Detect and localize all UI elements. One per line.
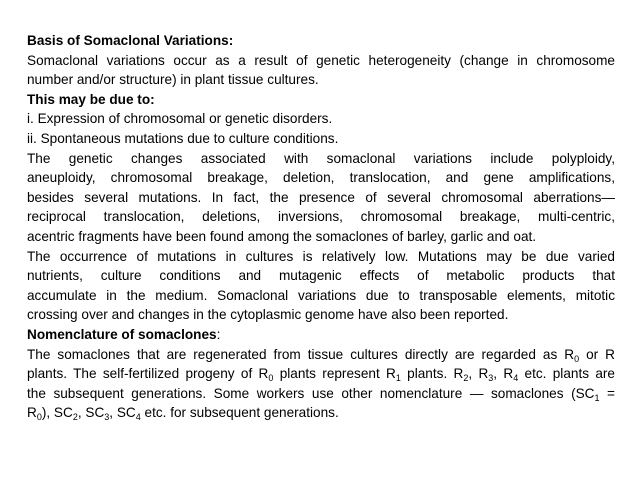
nomenclature-heading-colon: : [216, 326, 221, 342]
text-run: The somaclones that are regenerated from tissue cultures directly are regarded as R [27, 346, 575, 362]
mutations-line: nutrients, culture conditions and mutagenic effects of metabolic products that [27, 268, 615, 284]
subscript: 3 [104, 412, 110, 423]
text-run: the subsequent generations. Some workers use other nomenclature — somaclones (SC [27, 385, 595, 401]
genetic-changes-line: aneuploidy, chromosomal breakage, deletion, translocation, and gene amplifications, [27, 170, 615, 186]
mutations-line: accumulate in the medium. Somaclonal variations due to transposable elements, mitotic [27, 287, 615, 303]
text-run: = [599, 385, 615, 401]
subscript: 2 [72, 412, 78, 423]
text-run: plants represent R [273, 366, 396, 382]
basis-heading: Basis of Somaclonal Variations: [27, 33, 234, 48]
text-run: , R [493, 366, 514, 382]
genetic-changes-line: acentric fragments have been found among the somaclones of barley, garlic and oat. [27, 228, 537, 244]
text-run: , R [468, 366, 489, 382]
text-run: , SC [77, 405, 105, 421]
text-run: or R [579, 346, 615, 362]
subscript: 0 [268, 373, 274, 384]
subscript: 0 [574, 353, 580, 364]
text-run: plants. R [400, 366, 464, 382]
nomenclature-line-4 [27, 403, 615, 423]
subscript: 1 [395, 373, 401, 384]
text-run: R [27, 405, 37, 421]
nomenclature-line-1 [27, 345, 615, 365]
list-item-i: i. Expression of chromosomal or genetic disorders. [27, 111, 333, 127]
mutations-line: The occurrence of mutations in cultures is relatively low. Mutations may be due varied [27, 248, 615, 264]
text-run: ), SC [41, 405, 73, 421]
due-to-heading: This may be due to: [27, 91, 155, 107]
nomenclature-heading-line [27, 325, 615, 345]
mutations-line: crossing over and changes in the cytoplasmic genome have also been reported. [27, 307, 509, 323]
subscript: 4 [135, 412, 141, 423]
subscript: 4 [513, 373, 519, 384]
list-item-ii: ii. Spontaneous mutations due to culture conditions. [27, 130, 339, 146]
basis-paragraph-line: Somaclonal variations occur as a result of genetic heterogeneity (change in chromosome [27, 52, 615, 68]
genetic-changes-line: besides several mutations. In fact, the presence of several chromosomal aberrations— [27, 189, 615, 205]
text-run: , SC [109, 405, 136, 421]
subscript: 3 [488, 373, 494, 384]
genetic-changes-line: reciprocal translocation, deletions, inversions, chromosomal breakage, multi-centric, [27, 209, 615, 225]
subscript: 2 [463, 373, 469, 384]
nomenclature-heading: Nomenclature of somaclones [27, 326, 217, 342]
basis-paragraph-line: number and/or structure) in plant tissue cultures. [27, 72, 319, 88]
genetic-changes-line: The genetic changes associated with somaclonal variations include polyploidy, [27, 150, 615, 166]
subscript: 1 [594, 392, 600, 403]
text-run: etc. for subsequent generations. [140, 405, 339, 421]
nomenclature-line-3 [27, 384, 615, 404]
slide-text-body [27, 31, 615, 423]
nomenclature-line-2 [27, 364, 615, 384]
text-run: etc. plants are [518, 366, 615, 382]
subscript: 0 [36, 412, 42, 423]
text-run: plants. The self-fertilized progeny of R [27, 366, 269, 382]
